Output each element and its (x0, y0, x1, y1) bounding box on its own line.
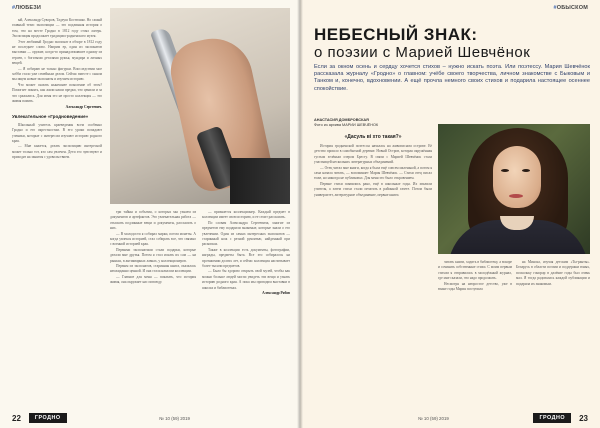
paragraph: История гродненской поэтессы началась на живописном острове. Её детство прошло в самобытной деревне. Новый Остров, которая окружённая густым зелёным озером Бресту. В связи с Марией Шевчёнок стала участницей нескольких литературных объединений. (314, 144, 432, 165)
right-page (300, 0, 600, 428)
issue-number: № 10 (59) 2019 (159, 415, 190, 421)
section-quote-heading: «Дасуль ві хто такая?» (344, 134, 402, 140)
article-signature: Александр Рябов (262, 291, 290, 296)
left-column-1 (12, 18, 102, 406)
portrait-eye (501, 169, 509, 172)
paragraph: на Минска, изучая детским «Ты-ранты». Беларусь в области поэзии и поддержки юных, поскольку гонорар в далёкие годы был очень мал. Я тогда радовалась каждой публикации и подарила их знакомым. (516, 260, 590, 286)
paragraph: — Отец читал мне книги, когда я была ещё совсем маленькой, а потом я сама начала читать, — вспоминает Мария Шевчёнок. — Стихи отец писал тоже, но никогда не публиковал. Для меня это было откровением. (314, 165, 432, 181)
paragraph: Также в коллекции есть документы, фотографии, награды, предметы быта. Все это собиралось на протяжении долгих лет, и сейчас коллекция насчитывает более тысячи предметов. (202, 247, 290, 269)
paragraph: — признается коллекционер. Каждый предмет в коллекции имеет свою историю, и ее стоит рассказать. (202, 210, 290, 220)
page-number: 23 (579, 413, 588, 423)
right-folio (300, 412, 600, 424)
byline (314, 118, 444, 128)
paragraph: — Мне кажется, делать экспозицию интересной может только тот, кто сам увлечен. Дети это чувствуют и приходят на занятия с удовольствием. (12, 144, 102, 160)
paragraph: По словам Александра Сергеевича, многие из предметов ему подарили знакомые, которые знали о его увлечении. Один из самых интересных экспонатов — старинный нож с резной рукоятью, найденный при раскопках. (202, 220, 290, 247)
headline-line-1: НЕБЕСНЫЙ ЗНАК: (314, 25, 478, 44)
paragraph: — В молодости я собирал марки, потом монеты. А когда увлекся историей, стал собирать все, что связано с военной историей края. (110, 231, 196, 247)
paragraph: ый, Александр Суворов, Тадеуш Костюшко. Но самый главный тезис экспозиции — это подлинная история о том, что на месте Гродно в 1812 году стоял лагерь. Экспозиция продолжает традиции гродненского музея. (12, 18, 102, 39)
page-number: 22 (12, 413, 21, 423)
article-lead: Если за окном осень и сердцу хочется стихов – нужно искать поэта. Или поэтессу. Мария Шевчёнок рассказала журналу «Гродно» о главном: учёбе своего творчества, личном знакомстве с Быковым и Танком и, конечно, вдохновении. А ещё прочла немного своих стихов и подарила настоящее осеннее спокойствие. (314, 64, 590, 92)
magazine-brand: ГРОДНО (29, 413, 67, 423)
left-column-3 (202, 210, 290, 406)
issue-number: № 10 (59) 2019 (418, 415, 449, 421)
paragraph: Первым из экспонатов, старинная книга, оказалась неожиданно ценной. И она стала началом коллекции. (110, 264, 196, 274)
paragraph: три тайны и события, о которых мы узнаем из документов и артефактов. Это увлекательная работа — отыскать подлинные вещи и документы, рассказать о них. (110, 210, 196, 231)
left-folio (0, 412, 300, 424)
left-rubric (12, 5, 41, 11)
article-headline (314, 26, 590, 62)
page-gutter (297, 0, 303, 428)
portrait-painting (438, 124, 590, 254)
portrait-lips (509, 194, 523, 198)
right-column-2 (438, 260, 512, 406)
paragraph: — Было бы здорово открыть свой музей, чтобы как можно больше людей могли увидеть эти вещи и узнать историю родного края. А пока мы проводим выставки в школах и библиотеках. (202, 269, 290, 290)
paragraph: — Главное для меня — показать, что история живая, она окружает нас повсюду. (110, 274, 196, 285)
portrait-eye (522, 169, 530, 172)
right-rubric (554, 5, 588, 11)
paragraph: Что может сказать нынешнее поколение об этом? Помогает понять, как жили наши предки, что ценили и за что сражались. Для меня это не просто коллекция — это живая память. (12, 82, 102, 104)
paragraph: Первыми экспонатами стали подарки, которые делали мне друзья. Потом я стал искать их сам — на рынках, в антикварных лавках, у коллекционеров. (110, 247, 196, 263)
quote-signature: Александр Сергеевич. (65, 104, 102, 109)
sleeve (230, 158, 290, 204)
portrait-face (493, 146, 541, 208)
knife-photo (110, 8, 290, 204)
paragraph: читать книги, ходить в библиотеку, а вскоре и сочинять собственные стихи. С моим первым стихом я отправилась в молодёжный журнал, где мне сказали, что надо продолжать. (438, 260, 512, 281)
rubric-hash: # (553, 5, 557, 11)
rubric-hash: # (12, 5, 16, 11)
paragraph: — Я собираю не только фигурки. Впоследствии мое хобби стало уже семейным делом. Сейчас вместе с сыном мы ищем новые экспонаты и изучаем историю. (12, 66, 102, 82)
byline-author: АНАСТАСИЯ ДОМБРОВСКАЯ (314, 118, 369, 122)
paragraph: Несмотря на непростое детство, уже в юные годы Мария поступила (438, 281, 512, 292)
section-subheading: Увлекательное «Гродноведение» (12, 113, 89, 119)
paragraph: Школьный учитель краеведения всем особенно Гродно и его окрестностям. В его уроки попадают ученики, которые с интересом изучают историю родного края. (12, 122, 102, 143)
headline-line-2: о поэзии с Марией Шевчёнок (314, 44, 531, 61)
right-column-3 (516, 260, 590, 406)
rubric-word: ЛЮБЕЗИ (15, 5, 42, 11)
left-column-2 (110, 210, 196, 406)
paragraph: Первые стихи появились рано, ещё в школьные годы. Их хвалили учителя, а затем стихи стали печатать в районной газете. Потом были университет, литературное объединение, первые книги. (314, 181, 432, 197)
magazine-brand: ГРОДНО (533, 413, 571, 423)
right-column-1 (314, 144, 432, 406)
rubric-word: ОБЫСКОМ (556, 5, 588, 11)
byline-photo-credit: Фото из архива МАРИИ ШЕВЧЁНОК (314, 123, 379, 127)
paragraph: Этот любимый Гродно экспонат в обзоре в 1812 году не последнее слово. Наприм ер, один из экспонатов выставки — оружие, когда-то принадлежавшее одному из героев, с богатыми деталями ружья, мундира и личных вещей. (12, 39, 102, 66)
